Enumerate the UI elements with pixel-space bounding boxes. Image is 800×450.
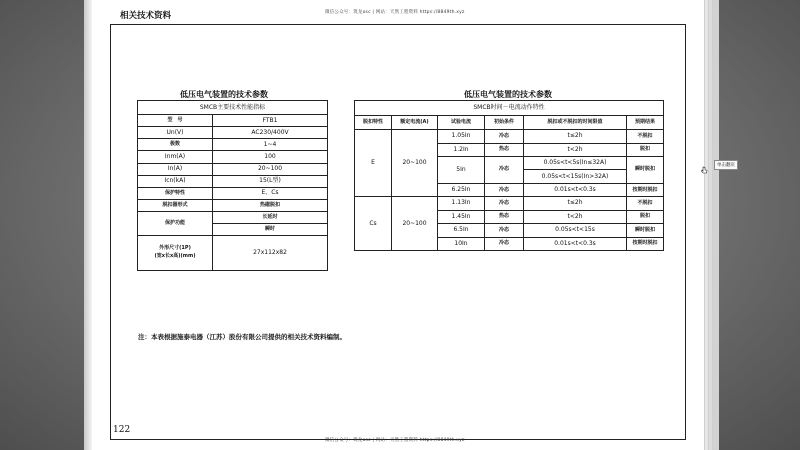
initial-condition: 冷态: [485, 157, 524, 184]
spec-label: 型 号: [138, 115, 213, 127]
spec-label: Icn(kA): [138, 175, 213, 187]
column-header: 预期结果: [627, 115, 664, 130]
column-header: 脱扣特性: [355, 115, 392, 130]
spec-label: 脱扣器形式: [138, 199, 213, 211]
time-limit: t≤2h: [524, 130, 627, 143]
test-current: 5In: [438, 157, 485, 184]
initial-condition: 冷态: [485, 237, 524, 251]
column-header: 额定电流(A): [392, 115, 438, 130]
watermark-top: 微信公众号：筑龙osc | 网站：天然工程资料 https://8849th.xyz: [325, 10, 465, 15]
spec-label: [138, 235, 213, 270]
initial-condition: 冷态: [485, 224, 524, 237]
spec-value: 27x112x82: [213, 235, 328, 270]
footnote: 注：本表根据施泰电器（江苏）股份有限公司提供的相关技术资料编制。: [138, 333, 346, 341]
time-limit: 0.05s<t<15s(In>32A): [524, 170, 627, 183]
curve-cell: Cs: [355, 197, 392, 251]
spec-value: FTB1: [213, 115, 328, 127]
time-limit: t<2h: [524, 143, 627, 156]
time-limit: 0.01s<t<0.3s: [524, 237, 627, 251]
column-header: 试验电流: [438, 115, 485, 130]
expected-result: 按期时脱扣: [627, 237, 664, 251]
spec-value: 15(L型): [213, 175, 328, 187]
initial-condition: 冷态: [485, 197, 524, 210]
spec-label: 保护特性: [138, 187, 213, 199]
book-spine: [84, 0, 92, 450]
current-cell: 20~100: [392, 130, 438, 197]
spec-value: 1~4: [213, 139, 328, 151]
time-limit: t<2h: [524, 210, 627, 223]
spec-value: 100: [213, 151, 328, 163]
table2-title: 低压电气装置的技术参数: [464, 90, 552, 99]
time-limit: 0.05s<t<5s(In≤32A): [524, 157, 627, 170]
dim-label-line: 外形尺寸(1P): [159, 245, 191, 252]
expected-result: 不脱扣: [627, 130, 664, 143]
initial-condition: 热态: [485, 210, 524, 223]
time-current-table: [354, 100, 664, 251]
expected-result: 脱扣: [627, 143, 664, 156]
expected-result: 按期时脱扣: [627, 183, 664, 196]
expected-result: 脱扣: [627, 210, 664, 223]
initial-condition: 热态: [485, 143, 524, 156]
table1-title: 低压电气装置的技术参数: [180, 90, 268, 99]
watermark-bottom: 微信公众号：筑龙osc | 网站：天然工程资料 https://8849th.xyz: [325, 438, 465, 443]
time-limit: 0.05s<t<15s: [524, 224, 627, 237]
dim-label-line: (宽x长x高)(mm): [154, 253, 196, 260]
test-current: 1.13In: [438, 197, 485, 210]
test-current: 1.05In: [438, 130, 485, 143]
expected-result: 瞬时脱扣: [627, 157, 664, 184]
time-limit: t≤2h: [524, 197, 627, 210]
spec-label: 保护功能: [138, 211, 213, 235]
test-current: 10In: [438, 237, 485, 251]
initial-condition: 冷态: [485, 183, 524, 196]
expected-result: 瞬时脱扣: [627, 224, 664, 237]
curve-cell: E: [355, 130, 392, 197]
table1-header: SMCB主要技术性能指标: [138, 101, 328, 115]
test-current: 1.2In: [438, 143, 485, 156]
page-number: 122: [113, 425, 131, 435]
test-current: 6.5In: [438, 224, 485, 237]
page-header: 相关技术资料: [120, 11, 172, 21]
column-header: 脱扣或不脱扣的时间限值: [524, 115, 627, 130]
spec-label: Inm(A): [138, 151, 213, 163]
spec-value: AC230/400V: [213, 127, 328, 139]
test-current: 6.25In: [438, 183, 485, 196]
spec-value: 长延时: [213, 211, 328, 223]
hand-cursor-icon: [700, 166, 708, 174]
spec-value: E、Cs: [213, 187, 328, 199]
page-turn-tooltip: 单击翻页: [714, 160, 738, 170]
test-current: 1.45In: [438, 210, 485, 223]
spec-label: Un(V): [138, 127, 213, 139]
spec-label: 极数: [138, 139, 213, 151]
column-header: 初始条件: [485, 115, 524, 130]
spec-value: 热磁脱扣: [213, 199, 328, 211]
expected-result: 不脱扣: [627, 197, 664, 210]
current-cell: 20~100: [392, 197, 438, 251]
spec-table: [137, 100, 328, 271]
spec-value: 瞬时: [213, 223, 328, 235]
page-edge[interactable]: [712, 0, 719, 450]
spec-value: 20~100: [213, 163, 328, 175]
table2-header: SMCB时间－电流动作特性: [355, 101, 664, 116]
time-limit: 0.01s<t<0.3s: [524, 183, 627, 196]
initial-condition: 冷态: [485, 130, 524, 143]
spec-label: In(A): [138, 163, 213, 175]
